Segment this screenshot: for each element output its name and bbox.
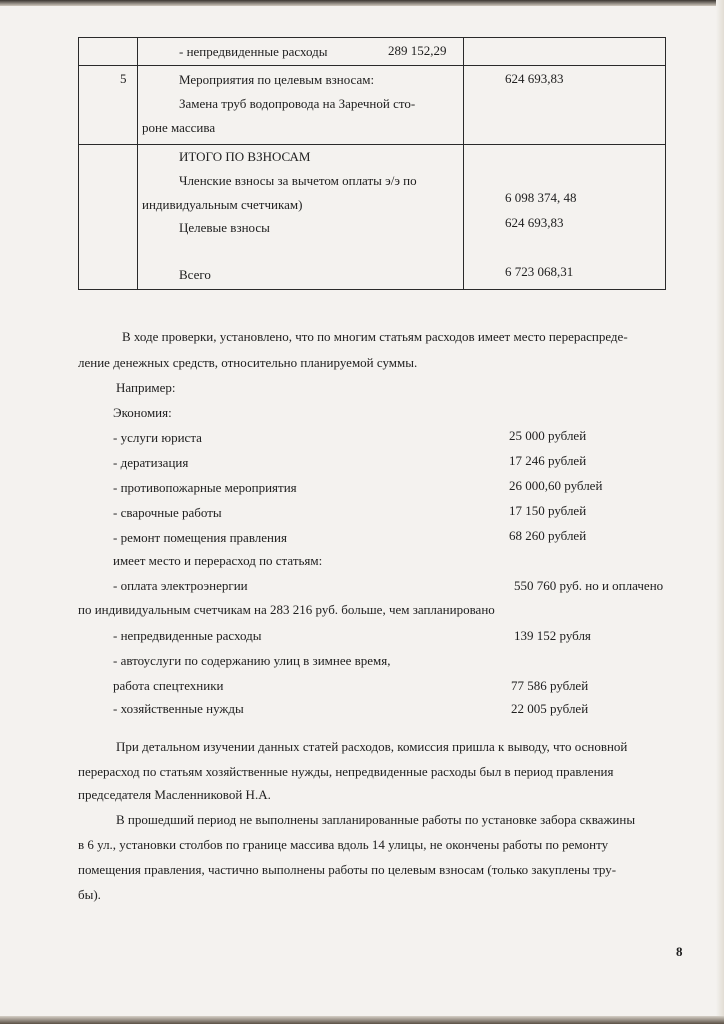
paragraph-line: председателя Масленниковой Н.А. bbox=[78, 787, 271, 802]
table-cell-text: Замена труб водопровода на Заречной сто- bbox=[179, 96, 416, 111]
paragraph-line: При детальном изучении данных статей расходов, комиссия пришла к выводу, что основной bbox=[116, 739, 628, 754]
page-edge-right bbox=[716, 0, 724, 1024]
section-label: Экономия: bbox=[113, 405, 172, 420]
table-cell-text: Всего bbox=[179, 267, 211, 282]
list-item-label: - хозяйственные нужды bbox=[113, 701, 244, 716]
list-item-label: - ремонт помещения правления bbox=[113, 530, 287, 545]
paragraph-line: В ходе проверки, установлено, что по многим статьям расходов имеет место перераспреде- bbox=[122, 329, 628, 344]
table-cell-amount: 6 723 068,31 bbox=[505, 264, 574, 279]
list-item-amount: 77 586 рублей bbox=[511, 678, 589, 693]
table-row-divider bbox=[79, 144, 665, 145]
table-cell-text: Членские взносы за вычетом оплаты э/э по bbox=[179, 173, 417, 188]
table-totals-heading: ИТОГО ПО ВЗНОСАМ bbox=[179, 149, 311, 164]
table-cell-text: Мероприятия по целевым взносам: bbox=[179, 72, 375, 87]
table-col-divider bbox=[463, 38, 464, 289]
page-edge-bottom bbox=[0, 1016, 724, 1024]
paragraph-line: перерасход по статьям хозяйственные нужды, непредвиденные расходы был в период правления bbox=[78, 764, 614, 779]
list-item-amount: 25 000 рублей bbox=[509, 428, 587, 443]
paragraph-line: по индивидуальным счетчикам на 283 216 руб. больше, чем запланировано bbox=[78, 602, 495, 617]
table-cell-value: 289 152,29 bbox=[388, 43, 447, 58]
page-edge-top bbox=[0, 0, 724, 6]
table-cell-text: - непредвиденные расходы bbox=[179, 44, 328, 59]
list-item-amount: 550 760 руб. но и оплачено bbox=[514, 578, 664, 593]
paragraph-line: Например: bbox=[116, 380, 176, 395]
list-item-label: - противопожарные мероприятия bbox=[113, 480, 297, 495]
table-cell-text: индивидуальным счетчикам) bbox=[142, 197, 303, 212]
table-col-divider bbox=[137, 38, 138, 289]
list-item-amount: 68 260 рублей bbox=[509, 528, 587, 543]
list-item-label: - автоуслуги по содержанию улиц в зимнее время, bbox=[113, 653, 391, 668]
table-cell-text: роне массива bbox=[142, 120, 216, 135]
list-item-amount: 139 152 рубля bbox=[514, 628, 591, 643]
table-row-divider bbox=[79, 65, 665, 66]
list-item-label: - услуги юриста bbox=[113, 430, 202, 445]
list-item-label: - сварочные работы bbox=[113, 505, 222, 520]
section-label: имеет место и перерасход по статьям: bbox=[113, 553, 323, 568]
list-item-amount: 17 150 рублей bbox=[509, 503, 587, 518]
list-item-label: - оплата электроэнергии bbox=[113, 578, 248, 593]
list-item-label: работа спецтехники bbox=[113, 678, 224, 693]
table-cell-amount: 6 098 374, 48 bbox=[505, 190, 577, 205]
paragraph-line: в 6 ул., установки столбов по границе массива вдоль 14 улицы, не окончены работы по ремонту bbox=[78, 837, 609, 852]
list-item-amount: 22 005 рублей bbox=[511, 701, 589, 716]
table-cell-amount: 624 693,83 bbox=[505, 71, 564, 86]
list-item-amount: 26 000,60 рублей bbox=[509, 478, 603, 493]
paragraph-line: ление денежных средств, относительно планируемой суммы. bbox=[78, 355, 418, 370]
page-number: 8 bbox=[676, 944, 683, 959]
paragraph-line: бы). bbox=[78, 887, 101, 902]
contributions-table bbox=[78, 37, 666, 290]
table-row-number: 5 bbox=[120, 71, 127, 86]
table-cell-amount: 624 693,83 bbox=[505, 215, 564, 230]
list-item-amount: 17 246 рублей bbox=[509, 453, 587, 468]
list-item-label: - дератизация bbox=[113, 455, 189, 470]
table-cell-text: Целевые взносы bbox=[179, 220, 270, 235]
list-item-label: - непредвиденные расходы bbox=[113, 628, 262, 643]
paragraph-line: В прошедший период не выполнены запланированные работы по установке забора скважины bbox=[116, 812, 636, 827]
paragraph-line: помещения правления, частично выполнены работы по целевым взносам (только закуплены тру- bbox=[78, 862, 617, 877]
